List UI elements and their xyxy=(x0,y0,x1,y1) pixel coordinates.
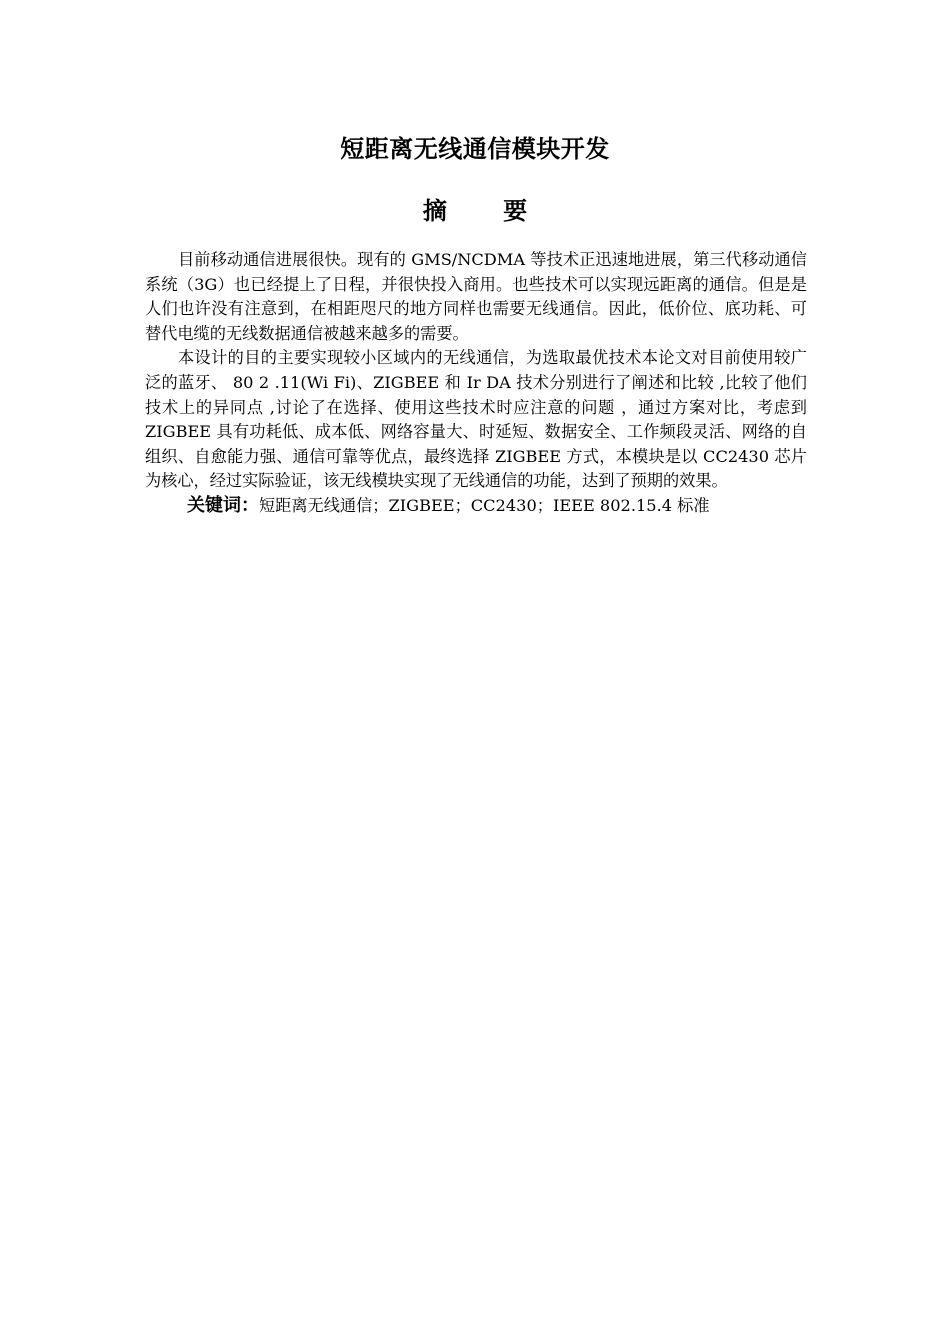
keywords-label: 关键词： xyxy=(187,494,259,516)
abstract-paragraph-1: 目前移动通信进展很快。现有的 GMS/NCDMA 等技术正迅速地进展，第三代移动通信系统（3G）也已经提上了日程，并很快投入商用。也些技术可以实现远距离的通信。但是是人们也许没有注意到，在相距咫尺的地方同样也需要无线通信。因此，低价位、底功耗、可替代电缆的无线数据通信被越来越多的需要。 xyxy=(145,250,807,343)
abstract-paragraph-2: 本设计的目的主要实现较小区域内的无线通信，为选取最优技术本论文对目前使用较广泛的蓝牙、 80 2 .11(Wi Fi)、ZIGBEE 和 Ir DA 技术分别进行了阐述和比较 ,比较了他们技术上的异同点 ,讨论了在选择、使用这些技术时应注意的问题 ，通过方案对比，考虑到 ZIGBEE 具有功耗低、成本低、网络容量大、时延短、数据安全、工作频段灵活、网络的自组织、自愈能力强、通信可靠等优点，最终选择 ZIGBEE 方式，本模块是以 CC2430 芯片为核心，经过实际验证，该无线模块实现了无线通信的功能，达到了预期的效果。 xyxy=(145,348,807,491)
document-title: 短距离无线通信模块开发 xyxy=(340,135,610,163)
abstract-body xyxy=(145,248,807,519)
keywords-text: 短距离无线通信；ZIGBEE；CC2430；IEEE 802.15.4 标准 xyxy=(259,495,710,515)
keywords-line xyxy=(145,494,807,519)
abstract-heading: 摘 要 xyxy=(422,197,552,225)
